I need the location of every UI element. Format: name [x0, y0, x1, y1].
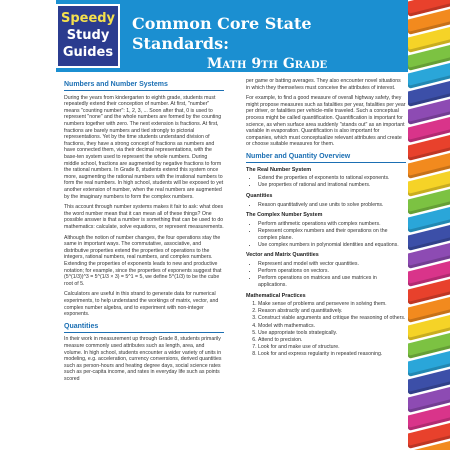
title-line-1: Common Core State Standards: — [132, 14, 312, 53]
paragraph: Although the notion of number changes, the four operations stay the same in important ways. The commutative, associative, and distributive properties extend the properties of operations to the integers, rational numbers, real numbers, and complex numbers. Extending the properties of exponents leads to new and productive notation; for example, since the properties of exponents suggest that (5^(1/3))^3 = 5^(1/3 × 3) = 5^1 = 5, we define 5^(1/3) to be the cube root of 5. — [64, 234, 222, 287]
subheading-real-number-system: The Real Number System — [246, 166, 312, 173]
content-sheet — [56, 72, 408, 450]
bullet-list — [246, 202, 406, 209]
paragraph: During the years from kindergarten to eighth grade, students must repeatedly extend their conception of number. At first, "number" means "counting number": 1, 2, 3, ... Soon after that, 0 is used to represent "none" and the whole numbers are formed by the counting numbers together with zero. The next extension is fractions. At first, fractions are barely numbers and tied strongly to pictorial representations. Yet by the time students understand division of fractions, they have a strong concept of fractions as numbers and have connected them, via their decimal representations, with the base-ten system used to represent the whole numbers. During middle school, fractions are augmented by negative fractions to form the rational numbers. In Grade 8, students extend this system once more, augmenting the rational numbers with the irrational numbers to form the real numbers. In high school, students will be exposed to yet another extension of number, when the real numbers are augmented by the imaginary numbers to form the complex numbers. — [64, 94, 224, 200]
list-item: 8. Look for and express regularity in repeated reasoning. — [258, 351, 406, 358]
bullet-list — [246, 175, 406, 189]
section-divider — [64, 332, 224, 333]
list-item: 5. Use appropriate tools strategically. — [258, 330, 406, 337]
logo-line-1: Speedy — [60, 11, 116, 26]
title-line-2: Math 9th Grade — [206, 56, 328, 72]
list-item: 2. Reason abstractly and quantitatively. — [258, 308, 406, 315]
left-column — [64, 78, 224, 387]
list-item: • Represent complex numbers and their operations on the complex plane. — [258, 228, 406, 241]
speedy-study-guides-logo — [56, 4, 120, 68]
subheading-mathematical-practices: Mathematical Practices — [246, 292, 306, 299]
right-column — [246, 78, 406, 362]
numbered-list — [246, 301, 406, 358]
paragraph: In their work in measurement up through Grade 8, students primarily measure commonly used attributes such as length, area, and volume. In high school, students encounter a wider variety of units in modeling, e.g. acceleration, currency conversions, derived quantities such as person-hours and heating degree days, social science rates such as per-capita income, and rates in everyday life such as points scored — [64, 336, 222, 382]
list-item: • Extend the properties of exponents to rational exponents. — [258, 175, 406, 182]
section-divider — [64, 90, 224, 91]
list-item: 3. Construct viable arguments and critique the reasoning of others. — [258, 315, 406, 322]
crayon-border — [408, 0, 450, 450]
subheading-vector-matrix: Vector and Matrix Quantities — [246, 252, 319, 259]
list-item: • Perform operations on matrices and use matrices in applications. — [258, 275, 406, 288]
paragraph: per game or batting averages. They also encounter novel situations in which they themselves must conceive the attributes of interest. — [246, 78, 401, 91]
section-heading-quantities: Quantities — [64, 322, 99, 330]
list-item: • Reason quantitatively and use units to solve problems. — [258, 202, 406, 209]
paragraph: This account through number systems makes it fair to ask: what does the word number mean that it can mean all of these things? One possible answer is that a number is something that can be used to do mathematics: calculate, solve equations, or represent measurements. — [64, 204, 224, 230]
list-item: 4. Model with mathematics. — [258, 323, 406, 330]
list-item: 6. Attend to precision. — [258, 337, 406, 344]
page-title — [132, 14, 402, 74]
section-heading-numbers: Numbers and Number Systems — [64, 81, 168, 88]
bullet-list — [246, 261, 406, 289]
subheading-quantities: Quantities — [246, 193, 273, 199]
section-divider — [246, 162, 406, 163]
list-item: • Perform operations on vectors. — [258, 268, 406, 275]
list-item: • Use properties of rational and irrational numbers. — [258, 182, 406, 189]
paragraph: For example, to find a good measure of overall highway safety, they might propose measures such as fatalities per year, fatalities per year per driver, or fatalities per vehicle-mile traveled. Such a conceptual process might be called quantification. Quantification is important for science, as when surface area suddenly "stands out" as an important variable in evaporation. Quantification is also important for companies, which must conceptualize relevant attributes and create or choose suitable measures for them. — [246, 95, 406, 148]
list-item: • Perform arithmetic operations with complex numbers. — [258, 221, 406, 228]
list-item: 7. Look for and make use of structure. — [258, 344, 406, 351]
subheading-complex-number-system: The Complex Number System — [246, 212, 323, 219]
logo-line-2: Study — [66, 28, 110, 43]
bullet-list — [246, 221, 406, 249]
paragraph: Calculators are useful in this strand to generate data for numerical experiments, to help understand the workings of matrix, vector, and complex number algebra, and to experiment with non-integer exponents. — [64, 291, 219, 318]
list-item: 1. Make sense of problems and persevere in solving them. — [258, 301, 406, 308]
section-heading-overview: Number and Quantity Overview — [246, 152, 351, 160]
logo-line-3: Guides — [62, 45, 114, 60]
list-item: • Represent and model with vector quantities. — [258, 261, 406, 268]
list-item: • Use complex numbers in polynomial identities and equations. — [258, 242, 406, 249]
